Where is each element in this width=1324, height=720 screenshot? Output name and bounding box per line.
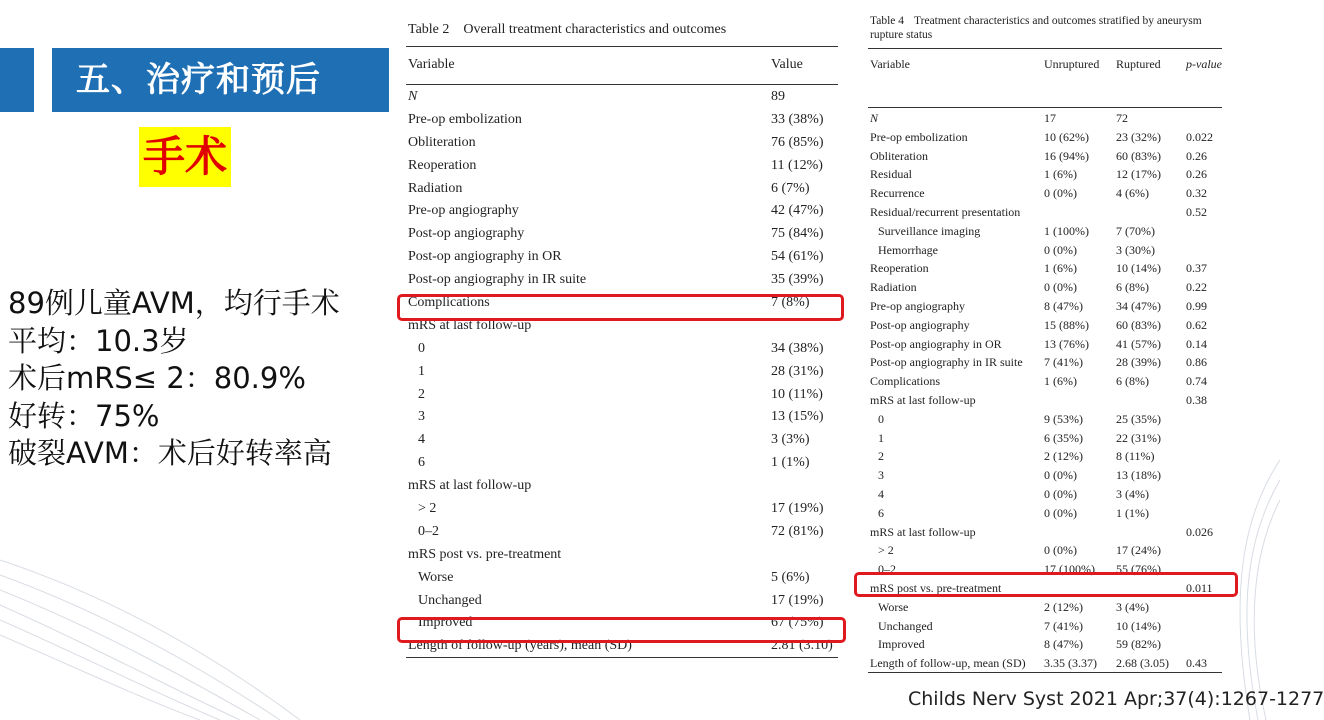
row-value: 6 (7%) (771, 180, 810, 196)
table-row (400, 108, 840, 131)
highlight-box-improved (397, 617, 846, 643)
ruptured-value: 34 (47%) (1116, 298, 1161, 313)
table-2-label: Table 2 (408, 22, 450, 37)
table-2-body (400, 85, 840, 657)
table-row (864, 597, 1234, 616)
ruptured-value: 12 (17%) (1116, 167, 1161, 182)
table-row (400, 360, 840, 383)
ruptured-value: 41 (57%) (1116, 336, 1161, 351)
row-value: 3 (3%) (771, 432, 810, 448)
row-label: Post-op angiography in IR suite (870, 355, 1023, 370)
table-row (864, 315, 1234, 334)
row-label: Length of follow-up (years), mean (SD) (408, 638, 632, 654)
row-value: 13 (15%) (771, 409, 824, 425)
row-value: 7 (8%) (771, 295, 810, 311)
table-4-caption-text: Treatment characteristics and outcomes stratified by aneurysm rupture status (870, 15, 1202, 41)
column-header: Value (771, 57, 803, 72)
unruptured-value: 17 (100%) (1044, 562, 1095, 577)
p-value: 0.32 (1186, 186, 1207, 201)
row-label: Post-op angiography in IR suite (408, 272, 587, 288)
unruptured-value: 1 (6%) (1044, 261, 1077, 276)
p-value: 0.62 (1186, 317, 1207, 332)
table-rule (406, 657, 838, 658)
unruptured-value: 0 (0%) (1044, 505, 1077, 520)
table-row (864, 653, 1234, 672)
row-label: 6 (878, 505, 884, 520)
ruptured-value: 59 (82%) (1116, 637, 1161, 652)
row-value: 17 (19%) (771, 501, 824, 517)
row-label: Residual/recurrent presentation (870, 204, 1021, 219)
p-value: 0.86 (1186, 355, 1207, 370)
table-row (400, 85, 840, 108)
unruptured-value: 0 (0%) (1044, 486, 1077, 501)
p-value: 0.011 (1186, 580, 1213, 595)
table-row (864, 352, 1234, 371)
table-row (400, 268, 840, 291)
highlight-box-mrs-post-vs-pre (854, 572, 1238, 597)
unruptured-value: 10 (62%) (1044, 129, 1089, 144)
table-row (864, 164, 1234, 183)
row-label: Improved (878, 637, 925, 652)
ruptured-value: 55 (76%) (1116, 562, 1161, 577)
summary-line: 好转：75% (8, 398, 160, 433)
unruptured-value: 0 (0%) (1044, 242, 1077, 257)
unruptured-value: 2 (12%) (1044, 449, 1083, 464)
ruptured-value: 60 (83%) (1116, 148, 1161, 163)
column-header: Ruptured (1116, 57, 1161, 71)
table-row (864, 390, 1234, 409)
p-value: 0.022 (1186, 129, 1213, 144)
table-2-caption (400, 14, 840, 46)
table-row (864, 428, 1234, 447)
row-value: 75 (84%) (771, 226, 824, 242)
row-label: Post-op angiography in OR (870, 336, 1002, 351)
unruptured-value: 7 (41%) (1044, 618, 1083, 633)
table-row (864, 446, 1234, 465)
row-label: 0 (878, 411, 884, 426)
table-4-caption (864, 14, 1234, 48)
row-value: 54 (61%) (771, 249, 824, 265)
row-label: Length of follow-up, mean (SD) (870, 656, 1026, 671)
row-label: Worse (878, 599, 909, 614)
ruptured-value: 22 (31%) (1116, 430, 1161, 445)
unruptured-value: 0 (0%) (1044, 186, 1077, 201)
row-label: 2 (878, 449, 884, 464)
row-label: Reoperation (408, 157, 477, 173)
citation: Childs Nerv Syst 2021 Apr;37(4):1267-1277 (908, 688, 1324, 710)
table-2-header (400, 47, 840, 84)
row-label: 1 (878, 430, 884, 445)
table-row (864, 146, 1234, 165)
table-4-header (864, 49, 1234, 107)
unruptured-value: 8 (47%) (1044, 637, 1083, 652)
table-row (864, 503, 1234, 522)
p-value: 0.22 (1186, 280, 1207, 295)
ruptured-value: 13 (18%) (1116, 468, 1161, 483)
row-label: Post-op angiography (870, 317, 970, 332)
table-row (400, 337, 840, 360)
table-row (400, 199, 840, 222)
row-label: Obliteration (870, 148, 928, 163)
table-row (864, 221, 1234, 240)
slide-subtitle: 手术 (139, 127, 231, 187)
table-row (400, 154, 840, 177)
p-value: 0.99 (1186, 298, 1207, 313)
ruptured-value: 23 (32%) (1116, 129, 1161, 144)
row-label: 1 (418, 363, 425, 379)
table-row (864, 634, 1234, 653)
highlight-box-complications (397, 294, 844, 321)
table-rule (868, 672, 1222, 673)
column-header: Variable (408, 57, 455, 72)
row-label: mRS post vs. pre-treatment (408, 546, 562, 562)
ruptured-value: 10 (14%) (1116, 618, 1161, 633)
row-label: mRS at last follow-up (408, 478, 532, 494)
table-row (400, 222, 840, 245)
ruptured-value: 2.68 (3.05) (1116, 656, 1169, 671)
unruptured-value: 6 (35%) (1044, 430, 1083, 445)
ruptured-value: 25 (35%) (1116, 411, 1161, 426)
row-label: N (408, 89, 418, 104)
unruptured-value: 0 (0%) (1044, 543, 1077, 558)
unruptured-value: 8 (47%) (1044, 298, 1083, 313)
row-value: 11 (12%) (771, 157, 823, 173)
row-label: > 2 (878, 543, 894, 558)
row-value: 34 (38%) (771, 340, 824, 356)
p-value: 0.37 (1186, 261, 1207, 276)
ruptured-value: 17 (24%) (1116, 543, 1161, 558)
row-label: 2 (418, 386, 425, 402)
row-label: 4 (878, 486, 884, 501)
table-2-caption-text: Overall treatment characteristics and outcomes (463, 22, 727, 37)
row-label: Complications (408, 295, 490, 311)
unruptured-value: 16 (94%) (1044, 148, 1089, 163)
row-label: Worse (418, 569, 454, 585)
table-row (864, 296, 1234, 315)
summary-line: 89例儿童AVM，均行手术 (8, 286, 340, 320)
unruptured-value: 0 (0%) (1044, 280, 1077, 295)
row-label: Hemorrhage (878, 242, 938, 257)
table-4-label: Table 4 (870, 15, 905, 27)
p-value: 0.74 (1186, 374, 1207, 389)
table-row (864, 183, 1234, 202)
row-label: 3 (418, 409, 425, 425)
row-label: Pre-op angiography (870, 298, 965, 313)
table-row (400, 543, 840, 566)
row-label: Radiation (408, 180, 463, 196)
unruptured-value: 9 (53%) (1044, 411, 1083, 426)
row-label: Radiation (870, 280, 917, 295)
ruptured-value: 6 (8%) (1116, 374, 1149, 389)
table-row (864, 277, 1234, 296)
table-row (864, 465, 1234, 484)
row-value: 72 (81%) (771, 523, 824, 539)
p-value: 0.38 (1186, 392, 1207, 407)
table-row (400, 383, 840, 406)
row-value: 89 (771, 89, 785, 104)
table-row (400, 520, 840, 543)
table-row (400, 405, 840, 428)
row-label: Surveillance imaging (878, 223, 981, 238)
row-label: mRS at last follow-up (408, 317, 532, 333)
row-label: Unchanged (878, 618, 933, 633)
table-row (864, 371, 1234, 390)
ruptured-value: 28 (39%) (1116, 355, 1161, 370)
ruptured-value: 7 (70%) (1116, 223, 1155, 238)
unruptured-value: 2 (12%) (1044, 599, 1083, 614)
table-row (864, 202, 1234, 221)
p-value: 0.43 (1186, 656, 1207, 671)
table-row (864, 127, 1234, 146)
row-label: 0 (418, 340, 425, 356)
row-value: 76 (85%) (771, 134, 824, 150)
p-value: 0.26 (1186, 167, 1207, 182)
table-row (400, 589, 840, 612)
row-value: 33 (38%) (771, 111, 824, 127)
row-label: 0–2 (418, 523, 439, 539)
ruptured-value: 10 (14%) (1116, 261, 1161, 276)
table-row (400, 474, 840, 497)
row-label: mRS at last follow-up (870, 392, 976, 407)
p-value: 0.52 (1186, 204, 1207, 219)
row-value: 1 (1%) (771, 455, 810, 471)
row-label: N (870, 111, 879, 125)
ruptured-value: 60 (83%) (1116, 317, 1161, 332)
p-value: 0.14 (1186, 336, 1207, 351)
row-value: 17 (19%) (771, 592, 824, 608)
row-label: Improved (418, 615, 473, 631)
ruptured-value: 72 (1116, 111, 1128, 125)
table-row (400, 428, 840, 451)
ruptured-value: 8 (11%) (1116, 449, 1155, 464)
row-label: Residual (870, 167, 912, 182)
row-label: mRS post vs. pre-treatment (870, 580, 1002, 595)
row-label: 6 (418, 455, 425, 471)
table-2 (400, 14, 840, 658)
row-label: Post-op angiography (408, 226, 525, 242)
row-label: Pre-op embolization (408, 111, 522, 127)
table-row (400, 131, 840, 154)
row-label: Obliteration (408, 134, 476, 150)
unruptured-value: 1 (6%) (1044, 374, 1077, 389)
table-row (864, 108, 1234, 127)
row-value: 35 (39%) (771, 272, 824, 288)
left-accent-bar (0, 48, 34, 112)
table-row (864, 240, 1234, 259)
unruptured-value: 15 (88%) (1044, 317, 1089, 332)
p-value: 0.026 (1186, 524, 1213, 539)
summary-line: 平均：10.3岁 (8, 323, 189, 358)
row-label: Post-op angiography in OR (408, 249, 562, 265)
row-label: 4 (418, 432, 425, 448)
row-label: 3 (878, 468, 884, 483)
ruptured-value: 4 (6%) (1116, 186, 1149, 201)
row-label: 0–2 (878, 562, 896, 577)
unruptured-value: 3.35 (3.37) (1044, 656, 1097, 671)
summary-line: 破裂AVM：术后好转率高 (8, 436, 332, 470)
unruptured-value: 1 (100%) (1044, 223, 1089, 238)
unruptured-value: 1 (6%) (1044, 167, 1077, 182)
column-header: Unruptured (1044, 57, 1100, 71)
row-label: mRS at last follow-up (870, 524, 976, 539)
row-value: 2.81 (3.10) (771, 638, 833, 654)
row-value: 5 (6%) (771, 569, 810, 585)
row-label: > 2 (418, 501, 437, 517)
summary-line: 术后mRS≤ 2：80.9% (8, 361, 306, 395)
row-label: Unchanged (418, 592, 482, 608)
column-header: p-value (1186, 57, 1222, 71)
table-row (400, 245, 840, 268)
table-row (400, 451, 840, 474)
row-label: Recurrence (870, 186, 925, 201)
table-row (864, 484, 1234, 503)
table-row (400, 497, 840, 520)
table-row (864, 522, 1234, 541)
unruptured-value: 17 (1044, 111, 1056, 125)
row-label: Reoperation (870, 261, 929, 276)
slide-title: 五、治疗和预后 (52, 48, 389, 112)
summary-text (8, 285, 340, 473)
ruptured-value: 1 (1%) (1116, 505, 1149, 520)
table-row (864, 409, 1234, 428)
p-value: 0.26 (1186, 148, 1207, 163)
row-label: Pre-op embolization (870, 129, 968, 144)
unruptured-value: 13 (76%) (1044, 336, 1089, 351)
ruptured-value: 6 (8%) (1116, 280, 1149, 295)
table-row (864, 334, 1234, 353)
table-row (864, 616, 1234, 635)
unruptured-value: 7 (41%) (1044, 355, 1083, 370)
ruptured-value: 3 (4%) (1116, 599, 1149, 614)
unruptured-value: 0 (0%) (1044, 468, 1077, 483)
column-header: Variable (870, 57, 910, 71)
row-value: 10 (11%) (771, 386, 823, 402)
ruptured-value: 3 (30%) (1116, 242, 1155, 257)
table-row (400, 177, 840, 200)
ruptured-value: 3 (4%) (1116, 486, 1149, 501)
row-value: 67 (75%) (771, 615, 824, 631)
row-label: Complications (870, 374, 940, 389)
table-row (864, 540, 1234, 559)
table-row (864, 258, 1234, 277)
row-value: 28 (31%) (771, 363, 824, 379)
row-label: Pre-op angiography (408, 203, 519, 219)
table-row (400, 566, 840, 589)
row-value: 42 (47%) (771, 203, 824, 219)
